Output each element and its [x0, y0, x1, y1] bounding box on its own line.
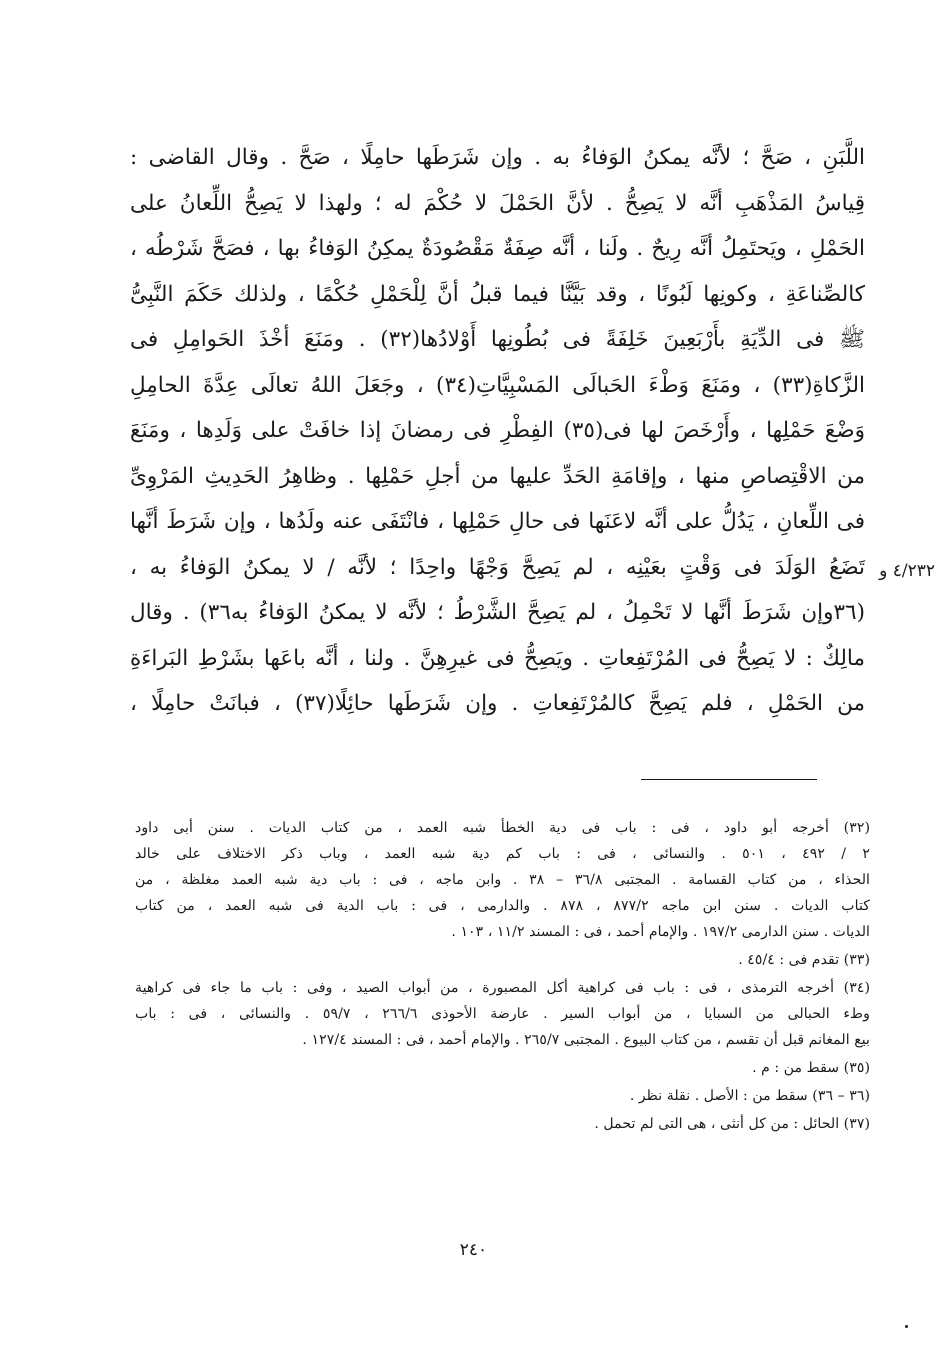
footnote-line: كتاب الديات . سنن ابن ماجه ٨٧٧/٢ ، ٨٧٨ . والدارمى ، فى : باب الدية فى شبه العمد ، من كتاب — [135, 898, 870, 914]
footnote-line: (٣٤) أخرجه الترمذى ، فى : باب فى كراهية أكل المصبورة ، من أبواب الصيد ، وفى : باب ما جاء فى كراهية — [135, 980, 870, 996]
footnote-line: (٣٥) سقط من : م . — [752, 1060, 870, 1076]
footnote-line: (٣٧) الحائل : من كل أنثى ، هى التى لم تحمل . — [594, 1116, 870, 1132]
text-line: تَضَعُ الوَلَدَ فى وَقْتٍ بعَيْنِه ، لم يَصِحَّ وَجْهًا واحِدًا ؛ لأنَّه / لا يمكنُ الوَفاءُ به ، — [130, 554, 865, 580]
footnote-separator-rule — [641, 779, 817, 780]
footnote-line: بيع المغانم قبل أن تقسم ، من كتاب البيوع . المجتبى ٢٦٥/٧ . والإمام أحمد ، فى : المسند ١٢٧/٤ . — [302, 1032, 870, 1048]
page-number: ٢٤٠ — [459, 1240, 488, 1260]
text-line: كالصِّناعَةِ ، وكونِها لَبُونًا ، وقد بَيَّنَّا فيما قبلُ أنَّ لِلْحَمْلِ حُكْمًا ، ولذلك حَكَمَ النَّبِىُّ — [130, 281, 865, 307]
text-line: (٣٦وإن شَرَطَ أنَّها لا تَحْمِلُ ، لم يَصِحَّ الشَّرْطُ ؛ لأنَّه لا يمكنُ الوَفاءُ به٣٦) . وقال — [130, 600, 865, 625]
footnote-line: (٣٦ – ٣٦) سقط من : الأصل . نقلة نظر . — [629, 1088, 870, 1104]
footnotes-block — [135, 815, 870, 1137]
text-line: وَضْعَ حَمْلِها ، وأَرْخَصَ لها فى(٣٥) الفِطْرِ فى رمضانَ إذا خافَتْ على وَلَدِها ، ومَنَعَ — [130, 418, 865, 443]
text-line: قِياسُ المَذْهَبِ أنَّه لا يَصِحُّ . لأنَّ الحَمْلَ لا حُكْمَ له ؛ ولهذا لا يَصِحُّ اللِّعانُ على — [130, 190, 865, 216]
footnote-line: (٣٣) تقدم فى : ٤٥/٤ . — [738, 952, 870, 968]
text-line: مالِكٌ : لا يَصِحُّ فى المُرْتَفِعاتِ . ويَصِحُّ فى غيرِهِنَّ . ولنا ، أنَّه باعَها بشَرْطِ البَراءَةِ — [130, 645, 865, 671]
main-text-block — [130, 135, 865, 727]
footnote-37 — [135, 1111, 870, 1137]
manuscript-folio-marker: ٤/٢٣٢ و — [879, 561, 935, 581]
footnote-line: وطء الحبالى من السبايا ، من أبواب السير . عارضة الأحوذى ٢٦٦/٦ ، ٥٩/٧ . والنسائى ، فى : باب — [135, 1006, 870, 1022]
footnote-line: الديات . سنن الدارمى ١٩٧/٢ . والإمام أحمد ، فى : المسند ١١/٢ ، ١٠٣ . — [451, 924, 870, 940]
text-line: اللَّبَنِ ، صَحَّ ؛ لأنَّه يمكنُ الوَفاءُ به . وإن شَرَطَها حامِلًا ، صَحَّ . وقال القاضى : — [130, 145, 865, 170]
footnote-34 — [135, 975, 870, 1053]
text-line: من الاقْتِصاصِ منها ، وإقامَةِ الحَدِّ عليها من أجلِ حَمْلِها . وظاهِرُ الحَدِيثِ المَرْوِىِّ — [130, 463, 865, 489]
text-line: فى اللِّعانِ ، يَدُلُّ على أنَّه لاعَنَها فى حالِ حَمْلِها ، فانْتَفَى عنه ولَدُها ، وإن شَرَطَ أنَّها — [130, 509, 865, 534]
footnote-35 — [135, 1055, 870, 1081]
footnote-line: ٢ / ٤٩٢ ، ٥٠١ . والنسائى ، فى : باب كم دية شبه العمد ، وباب ذكر الاختلاف على خالد — [135, 846, 870, 862]
footnote-33 — [135, 947, 870, 973]
text-line: الحَمْلِ ، ويَحتَمِلُ أنَّه رِيحٌ . ولَنا ، أنَّه صِفَةٌ مَقْصُودَةٌ يمكِنُ الوَفاءُ بها ، فصَحَّ شَرْطُه ، — [130, 236, 865, 261]
footnote-36 — [135, 1083, 870, 1109]
text-line: ﷺ فى الدِّيَةِ بأَرْبَعِينَ خَلِفَةً فى بُطُونِها أَوْلادُها(٣٢) . ومَنَعَ أخْذَ الحَوامِلِ فى — [130, 327, 865, 352]
text-line: من الحَمْلِ ، فلم يَصِحَّ كالمُرْتَفِعاتِ . وإن شَرَطَها حائِلًا(٣٧) ، فبانَتْ حامِلًا ، — [130, 691, 865, 716]
text-line: الزَّكاةِ(٣٣) ، ومَنَعَ وَطْءَ الحَبالَى المَسْبِيَّاتِ(٣٤) ، وجَعَلَ اللهُ تعالَى عِدَّةَ الحامِلِ — [130, 372, 865, 398]
footnote-32 — [135, 815, 870, 945]
footnote-line: (٣٢) أخرجه أبو داود ، فى : باب فى دية الخطأ شبه العمد ، من كتاب الديات . سنن أبى داود — [135, 820, 870, 836]
footnote-line: الحذاء ، من كتاب القسامة . المجتبى ٣٦/٨ – ٣٨ . وابن ماجه ، فى : باب دية شبه العمد مغلظة ، من — [135, 872, 870, 888]
scan-speck — [905, 1325, 908, 1328]
